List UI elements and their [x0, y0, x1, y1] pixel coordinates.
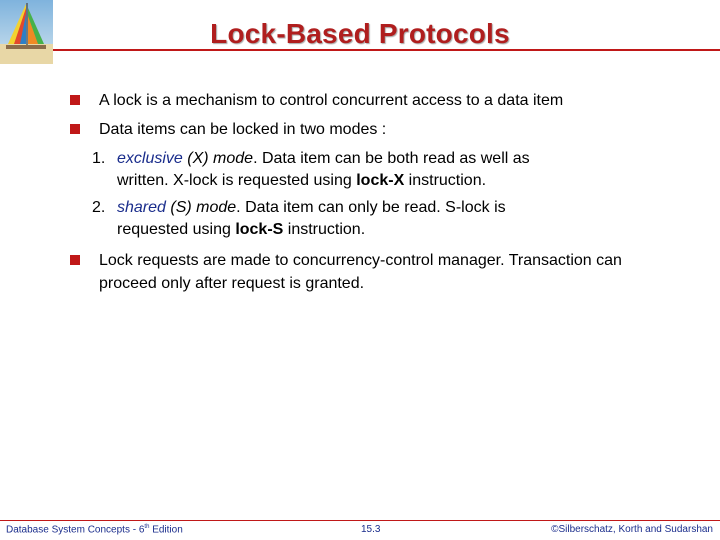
footer-copyright: ©Silberschatz, Korth and Sudarshan: [551, 524, 713, 535]
bullet-text-2: Data items can be locked in two modes :: [99, 121, 387, 138]
mode-2-line-2: [117, 220, 365, 239]
footer-edition-text: Edition: [149, 524, 183, 536]
list-number-2: 2.: [92, 199, 106, 216]
mode-2-line-1: [117, 198, 506, 217]
mode-description: . Data item can be both read as well as: [253, 150, 530, 167]
list-number-1: 1.: [92, 150, 106, 167]
mode-label: (X) mode: [187, 150, 254, 167]
mode-description: . Data item can only be read. S-lock is: [236, 199, 506, 216]
footer-book-title: [6, 524, 183, 535]
footer-slide-number: 15.3: [361, 524, 381, 535]
bullet-text-3-line-2: proceed only after request is granted.: [99, 275, 365, 292]
mode-description: requested using: [117, 221, 236, 238]
instruction-name: lock-S: [235, 221, 284, 238]
bullet-square-icon: [70, 124, 80, 134]
mode-term: exclusive: [117, 150, 183, 167]
mode-1-line-2: [117, 171, 486, 190]
mode-description: written. X-lock is requested using: [117, 172, 357, 189]
bullet-text-3-line-1: Lock requests are made to concurrency-control manager. Transaction can: [99, 252, 622, 269]
footer-edition-sup: th: [144, 524, 150, 530]
mode-description: instruction.: [283, 221, 366, 238]
footer-divider: [0, 520, 720, 521]
bullet-square-icon: [70, 255, 80, 265]
title-divider: [53, 49, 720, 51]
footer-book-text: Database System Concepts - 6: [6, 524, 145, 536]
mode-description: instruction.: [404, 172, 487, 189]
mode-label: (S) mode: [170, 199, 237, 216]
instruction-name: lock-X: [356, 172, 405, 189]
page-title: Lock-Based Protocols: [210, 18, 510, 49]
mode-1-line-1: [117, 149, 530, 168]
bullet-square-icon: [70, 95, 80, 105]
bullet-text-1: A lock is a mechanism to control concurrent access to a data item: [99, 92, 564, 109]
mode-term: shared: [117, 199, 166, 216]
